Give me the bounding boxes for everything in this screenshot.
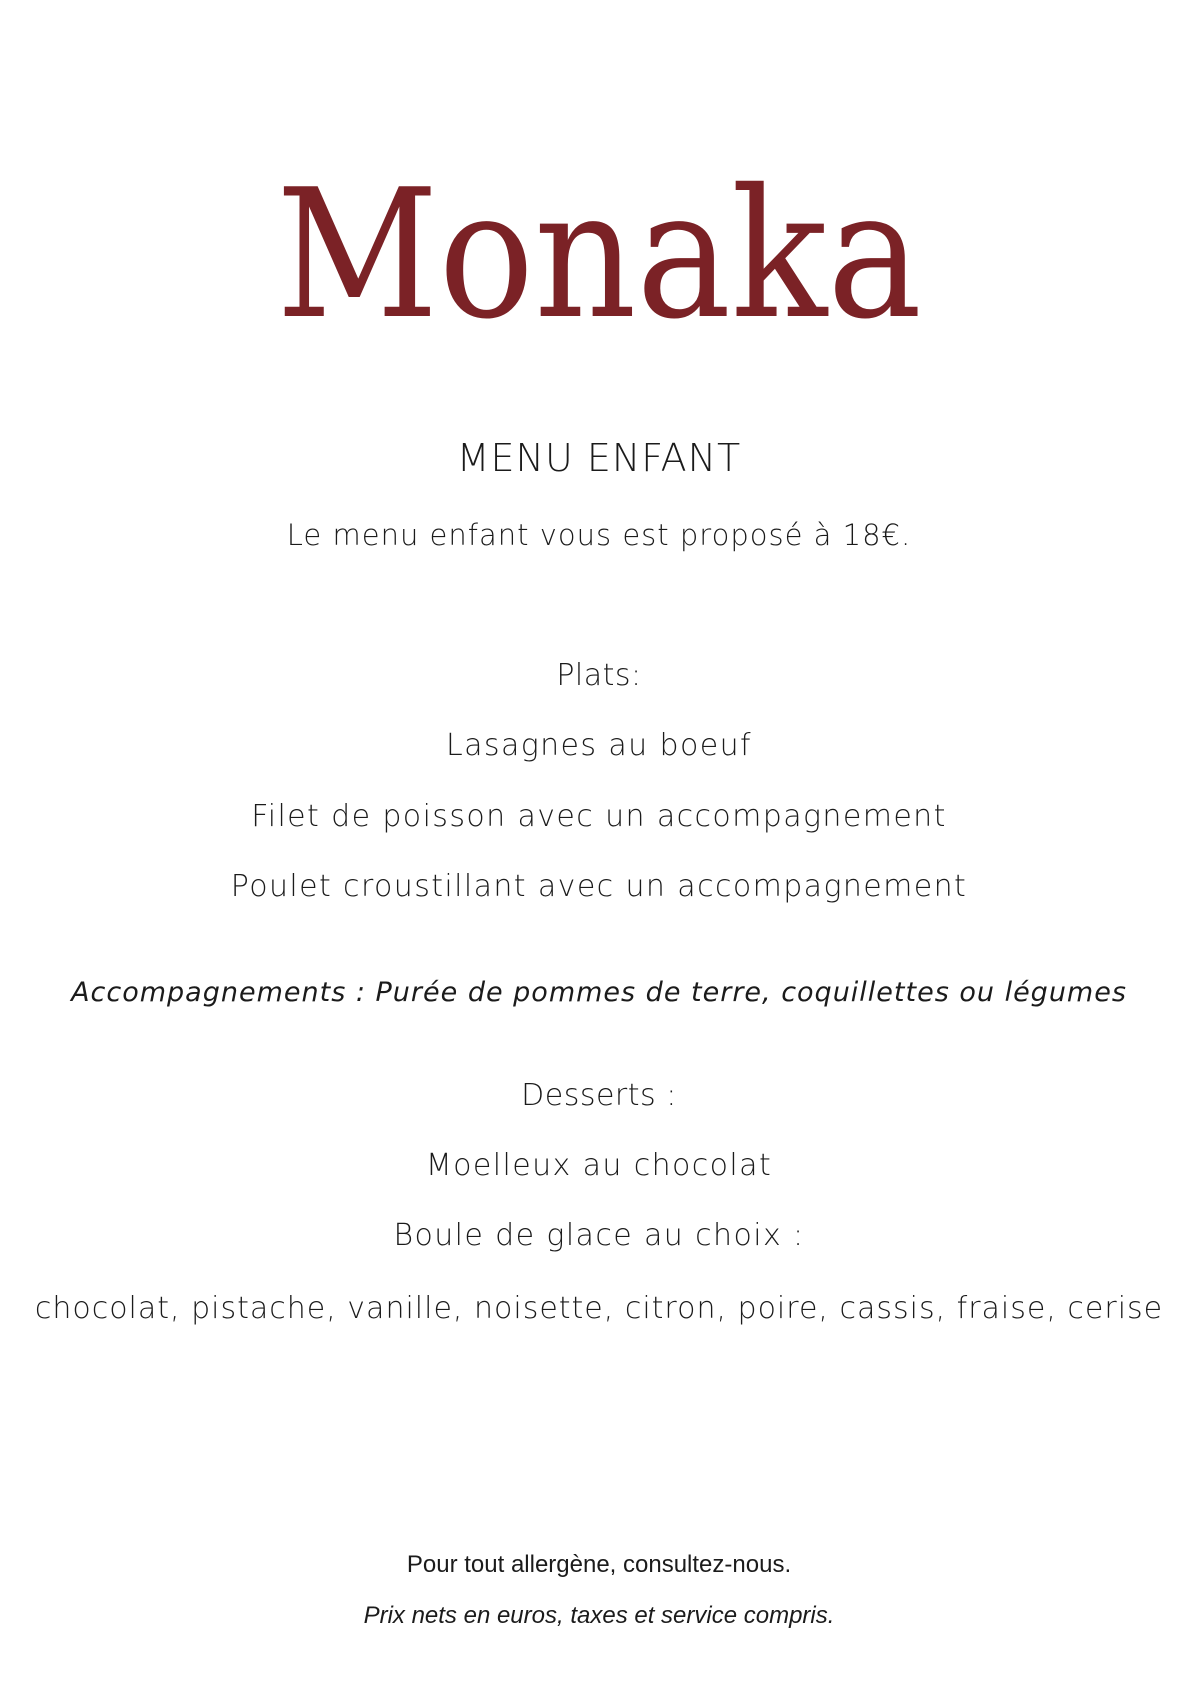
brand-logo	[0, 178, 1198, 342]
accompagnements-note: Accompagnements : Purée de pommes de terre, coquillettes ou légumes	[71, 977, 1127, 1008]
menu-intro: Le menu enfant vous est proposé à 18€.	[286, 518, 912, 552]
plats-heading: Plats:	[556, 658, 642, 693]
page-title: MENU ENFANT	[456, 436, 742, 480]
ice-cream-flavors: chocolat, pistache, vanille, noisette, citron, poire, cassis, fraise, cerise	[34, 1291, 1164, 1326]
allergen-note: Pour tout allergène, consultez-nous.	[406, 1551, 792, 1578]
desserts-heading	[0, 1078, 1198, 1113]
plat-item: Lasagnes au boeuf	[446, 728, 752, 763]
desserts-heading-colon: :	[656, 1078, 677, 1113]
logo-wordmark	[269, 178, 929, 338]
plat-item: Poulet croustillant avec un accompagnement	[230, 869, 968, 904]
dessert-item: Boule de glace au choix :	[393, 1218, 805, 1253]
logo-text: Monaka	[276, 178, 922, 338]
dessert-item: Moelleux au chocolat	[425, 1148, 773, 1183]
price-note: Prix nets en euros, taxes et service compris.	[363, 1602, 835, 1629]
plat-item: Filet de poisson avec un accompagnement	[251, 799, 947, 834]
desserts-heading-label: Desserts	[521, 1078, 657, 1113]
